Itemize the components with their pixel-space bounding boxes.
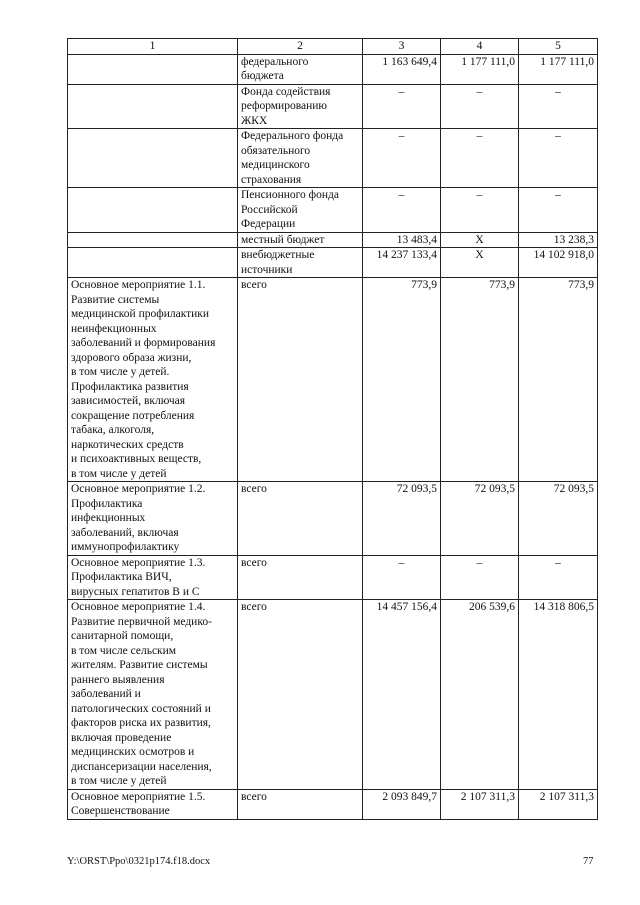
- value-cell-col4: 2 107 311,3: [441, 789, 519, 819]
- measure-cell: [68, 248, 238, 278]
- funding-source-cell: Пенсионного фонда Российской Федерации: [238, 188, 363, 233]
- value-cell-col4: X: [441, 248, 519, 278]
- value-cell-col3: 72 093,5: [363, 482, 441, 556]
- value-cell-col4: 1 177 111,0: [441, 54, 519, 84]
- table-row: [68, 188, 598, 233]
- value-cell-col3: 13 483,4: [363, 232, 441, 248]
- value-cell-col3: 2 093 849,7: [363, 789, 441, 819]
- budget-table: [67, 38, 598, 820]
- value-cell-col4: –: [441, 188, 519, 233]
- table-body: [68, 54, 598, 819]
- value-cell-col3: –: [363, 188, 441, 233]
- table-row: [68, 482, 598, 556]
- funding-source-cell: Фонда содействия реформированию ЖКХ: [238, 84, 363, 129]
- table-row: [68, 600, 598, 790]
- value-cell-col5: –: [519, 555, 598, 600]
- value-cell-col5: 14 318 806,5: [519, 600, 598, 790]
- table-row: [68, 555, 598, 600]
- table-row: [68, 278, 598, 482]
- value-cell-col5: 773,9: [519, 278, 598, 482]
- header-cell-2: 2: [238, 39, 363, 55]
- value-cell-col5: 2 107 311,3: [519, 789, 598, 819]
- funding-source-cell: местный бюджет: [238, 232, 363, 248]
- funding-source-cell: внебюджетные источники: [238, 248, 363, 278]
- table-row: [68, 232, 598, 248]
- value-cell-col5: 72 093,5: [519, 482, 598, 556]
- funding-source-cell: всего: [238, 482, 363, 556]
- funding-source-cell: всего: [238, 278, 363, 482]
- value-cell-col5: –: [519, 188, 598, 233]
- funding-source-cell: всего: [238, 789, 363, 819]
- funding-source-cell: Федерального фонда обязательного медицинского страхования: [238, 129, 363, 188]
- measure-cell: Основное мероприятие 1.4. Развитие первичной медико- санитарной помощи, в том числе сельским жителям. Развитие системы раннего выявления заболеваний и патологических состояний и факторов риска их развития, включая проведение медицинских осмотров и диспансеризации населения, в том числе у детей: [68, 600, 238, 790]
- value-cell-col3: 1 163 649,4: [363, 54, 441, 84]
- value-cell-col4: X: [441, 232, 519, 248]
- table-row: [68, 789, 598, 819]
- table-row: [68, 54, 598, 84]
- value-cell-col4: –: [441, 555, 519, 600]
- value-cell-col4: 773,9: [441, 278, 519, 482]
- value-cell-col5: –: [519, 129, 598, 188]
- value-cell-col3: –: [363, 129, 441, 188]
- measure-cell: [68, 54, 238, 84]
- header-cell-5: 5: [519, 39, 598, 55]
- funding-source-cell: всего: [238, 555, 363, 600]
- value-cell-col5: –: [519, 84, 598, 129]
- value-cell-col4: –: [441, 84, 519, 129]
- table-row: [68, 248, 598, 278]
- value-cell-col3: 14 237 133,4: [363, 248, 441, 278]
- measure-cell: [68, 188, 238, 233]
- header-cell-4: 4: [441, 39, 519, 55]
- table-row: [68, 129, 598, 188]
- value-cell-col3: –: [363, 555, 441, 600]
- value-cell-col4: 206 539,6: [441, 600, 519, 790]
- funding-source-cell: федерального бюджета: [238, 54, 363, 84]
- table-header-row: [68, 39, 598, 55]
- value-cell-col4: –: [441, 129, 519, 188]
- value-cell-col5: 14 102 918,0: [519, 248, 598, 278]
- table-row: [68, 84, 598, 129]
- footer-file-path: Y:\ORST\Ppo\0321p174.f18.docx: [67, 856, 211, 867]
- footer-page-number: 77: [583, 856, 594, 867]
- measure-cell: Основное мероприятие 1.3. Профилактика ВИЧ, вирусных гепатитов В и С: [68, 555, 238, 600]
- measure-cell: [68, 129, 238, 188]
- funding-source-cell: всего: [238, 600, 363, 790]
- value-cell-col5: 1 177 111,0: [519, 54, 598, 84]
- header-cell-3: 3: [363, 39, 441, 55]
- header-cell-1: 1: [68, 39, 238, 55]
- value-cell-col5: 13 238,3: [519, 232, 598, 248]
- value-cell-col4: 72 093,5: [441, 482, 519, 556]
- value-cell-col3: –: [363, 84, 441, 129]
- measure-cell: Основное мероприятие 1.2. Профилактика инфекционных заболеваний, включая иммунопрофилактику: [68, 482, 238, 556]
- value-cell-col3: 773,9: [363, 278, 441, 482]
- value-cell-col3: 14 457 156,4: [363, 600, 441, 790]
- measure-cell: [68, 84, 238, 129]
- measure-cell: Основное мероприятие 1.5. Совершенствование: [68, 789, 238, 819]
- measure-cell: [68, 232, 238, 248]
- measure-cell: Основное мероприятие 1.1. Развитие системы медицинской профилактики неинфекционных заболеваний и формирования здорового образа жизни, в том числе у детей. Профилактика развития зависимостей, включая сокращение потребления табака, алкоголя, наркотических средств и психоактивных веществ, в том числе у детей: [68, 278, 238, 482]
